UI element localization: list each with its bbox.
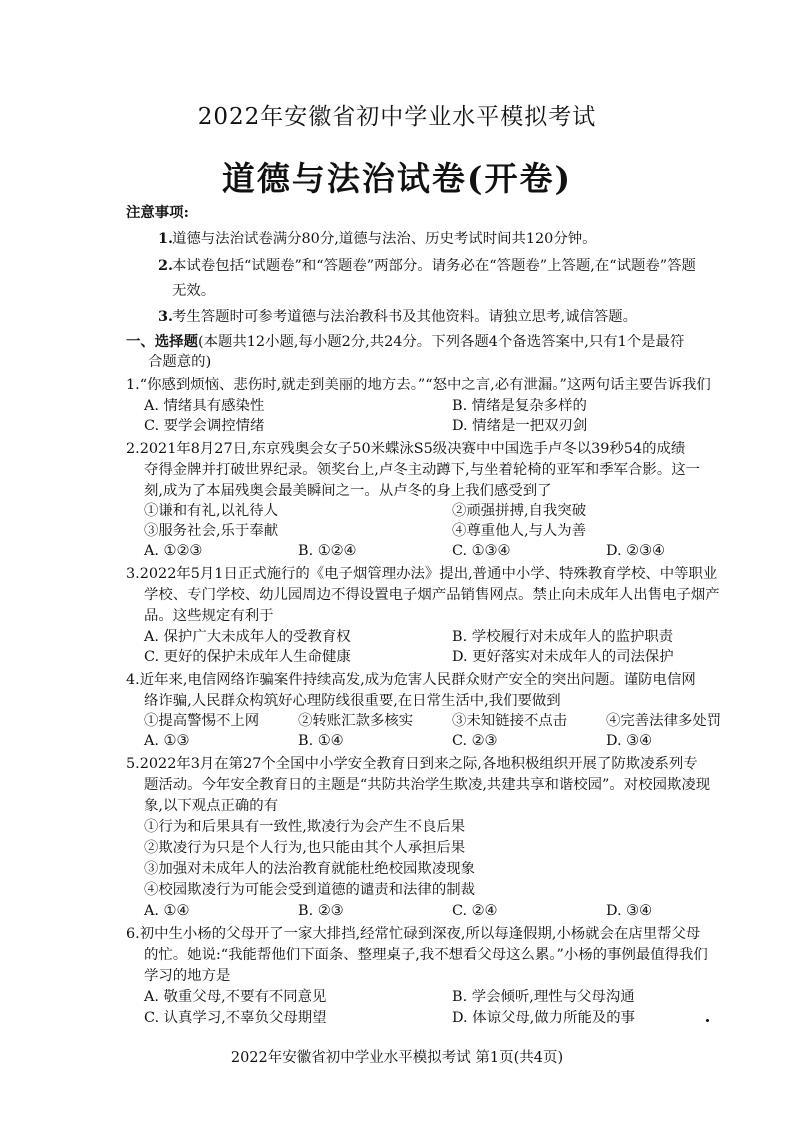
q4-statement-1: ①提高警惕不上网: [144, 713, 260, 729]
q2-option-b: B. ①②④: [298, 543, 357, 559]
q6-option-b: B. 学会倾听,理性与父母沟通: [452, 989, 635, 1005]
q4-statement-2: ②转账汇款多核实: [298, 713, 414, 729]
q1-stem: 1.“你感到烦恼、悲伤时,就走到美丽的地方去。”“怒中之言,必有泄漏。”这两句话主要告诉我们: [126, 377, 711, 393]
q2-statement-1: ①谦和有礼,以礼待人: [144, 503, 279, 519]
note-2-number: 2.: [158, 257, 174, 274]
q5-statement-2: ②欺凌行为只是个人行为,也只能由其个人承担后果: [144, 840, 466, 856]
q2-stem-line2: 夺得金牌并打破世界纪录。领奖台上,卢冬主动蹲下,与坐着轮椅的亚军和季军合影。这一: [144, 462, 700, 478]
page-footer: 2022年安徽省初中学业水平模拟考试 第1页(共4页): [230, 1050, 564, 1066]
q6-stem-line2: 的忙。她说:“我能帮他们下面条、整理桌子,我不想看父母这么累。”小杨的事例最值得我们: [144, 947, 708, 963]
q6-option-d: D. 体谅父母,做力所能及的事: [452, 1010, 636, 1026]
q4-stem-line1: 4.近年来,电信网络诈骗案件持续高发,成为危害人民群众财产安全的突出问题。谨防电信网: [126, 672, 696, 688]
q2-statement-4: ④尊重他人,与人为善: [452, 523, 587, 539]
q6-option-c: C. 认真学习,不辜负父母期望: [144, 1010, 327, 1026]
scan-speck: [706, 1019, 709, 1022]
q2-stem-line3: 刻,成为了本届残奥会最美瞬间之一。从卢冬的身上我们感受到了: [144, 483, 552, 499]
q3-option-d: D. 更好落实对未成年人的司法保护: [452, 649, 674, 665]
q4-option-c: C. ②③: [452, 733, 498, 749]
note-1-text: 道德与法治试卷满分80分,道德与法治、历史考试时间共120分钟。: [172, 231, 597, 247]
q5-stem-line1: 5.2022年3月在第27个全国中小学安全教育日到来之际,各地积极组织开展了防欺凌系列专: [126, 756, 698, 772]
q3-option-c: C. 更好的保护未成年人生命健康: [144, 649, 351, 665]
q3-option-b: B. 学校履行对未成年人的监护职责: [452, 629, 674, 645]
section-1-intro-line1: [126, 332, 684, 352]
q5-option-d: D. ③④: [606, 903, 652, 919]
q6-stem-line3: 学习的地方是: [144, 968, 231, 984]
q4-statement-3: ③未知链接不点击: [452, 713, 568, 729]
q5-option-a: A. ①④: [144, 903, 190, 919]
q2-option-a: A. ①②③: [144, 543, 203, 559]
q4-stem-line2: 络诈骗,人民群众构筑好心理防线很重要,在日常生活中,我们要做到: [144, 693, 561, 709]
q3-stem-line3: 品。这些规定有利于: [144, 608, 274, 624]
q6-stem-line1: 6.初中生小杨的父母开了一家大排挡,经常忙碌到深夜,所以每逢假期,小杨就会在店里帮父母: [126, 926, 701, 942]
q1-option-c: C. 要学会调控情绪: [144, 418, 265, 434]
q2-stem-line1: 2.2021年8月27日,东京残奥会女子50米蝶泳S5级决赛中中国选手卢冬以39秒54的成绩: [126, 441, 686, 457]
q4-option-a: A. ①③: [144, 733, 190, 749]
q2-option-d: D. ②③④: [606, 543, 665, 559]
note-2-text-line1: 本试卷包括“试题卷”和“答题卷”两部分。请务必在“答题卷”上答题,在“试题卷”答题: [172, 258, 696, 274]
note-3-number: 3.: [158, 308, 174, 325]
section-1-heading: 一、选择题: [126, 333, 198, 350]
q1-option-a: A. 情绪具有感染性: [144, 398, 265, 414]
q4-option-b: B. ①④: [298, 733, 344, 749]
q5-statement-1: ①行为和后果具有一致性,欺凌行为会产生不良后果: [144, 819, 466, 835]
q4-statement-4: ④完善法律多处罚: [606, 713, 722, 729]
q5-statement-3: ③加强对未成年人的法治教育就能杜绝校园欺凌现象: [144, 861, 475, 877]
q3-option-a: A. 保护广大未成年人的受教育权: [144, 629, 351, 645]
paper-title: 道德与法治试卷(开卷): [221, 159, 573, 198]
section-1-intro-line2: 合题意的): [148, 354, 212, 370]
q2-statement-3: ③服务社会,乐于奉献: [144, 523, 279, 539]
notes-heading: 注意事项:: [126, 204, 189, 221]
q4-option-d: D. ③④: [606, 733, 652, 749]
q2-option-c: C. ①③④: [452, 543, 511, 559]
q5-option-b: B. ②③: [298, 903, 344, 919]
q3-stem-line2: 学校、专门学校、幼儿园周边不得设置电子烟产品销售网点。禁止向未成年人出售电子烟产: [144, 587, 720, 603]
note-1-number: 1.: [158, 230, 174, 247]
q5-stem-line2: 题活动。今年安全教育日的主题是“共防共治学生欺凌,共建共享和谐校园”。对校园欺凌现: [144, 777, 711, 793]
q3-stem-line1: 3.2022年5月1日正式施行的《电子烟管理办法》提出,普通中小学、特殊教育学校、中等职业: [126, 566, 718, 582]
q5-option-c: C. ②④: [452, 903, 498, 919]
q1-option-b: B. 情绪是复杂多样的: [452, 398, 587, 414]
exam-title: 2022年安徽省初中学业水平模拟考试: [197, 104, 597, 130]
section-1-intro: (本题共12小题,每小题2分,共24分。下列各题4个备选答案中,只有1个是最符: [197, 334, 685, 350]
q1-option-d: D. 情绪是一把双刃剑: [452, 418, 588, 434]
note-3-text: 考生答题时可参考道德与法治教科书及其他资料。请独立思考,诚信答题。: [172, 309, 638, 325]
q5-stem-line3: 象,以下观点正确的有: [144, 798, 279, 814]
note-2-text-line2: 无效。: [172, 283, 216, 299]
q5-statement-4: ④校园欺凌行为可能会受到道德的谴责和法律的制裁: [144, 882, 475, 898]
q6-option-a: A. 敬重父母,不要有不同意见: [144, 989, 327, 1005]
q2-statement-2: ②顽强拼搏,自我突破: [452, 503, 587, 519]
